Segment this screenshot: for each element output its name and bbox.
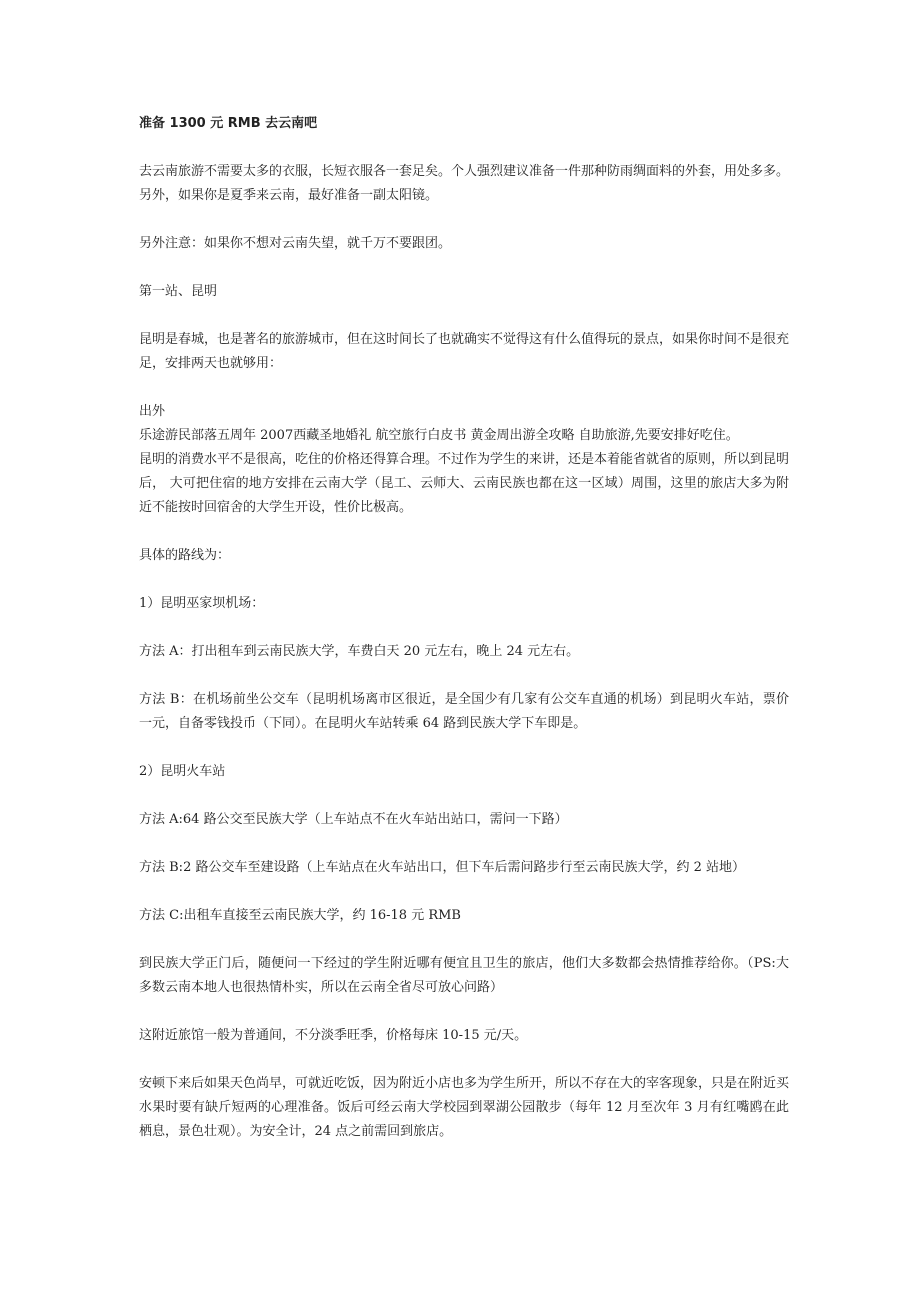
paragraph-evening: 安顿下来后如果天色尚早，可就近吃饭，因为附近小店也多为学生所开，所以不存在大的宰客现象，只是在附近买水果时要有缺斤短两的心理准备。饭后可经云南大学校园到翠湖公园散步（每年 12 月至次年 3 月有红嘴鸥在此栖息，景色壮观）。为安全计，24 点之前需回到旅店。 [139,1076,790,1139]
section1-method-b: 方法 B：在机场前坐公交车（昆明机场离市区很近，是全国少有几家有公交车直通的机场）到昆明火车站，票价一元，自备零钱投币（下同）。在昆明火车站转乘 64 路到民族大学下车即是。 [139,692,789,731]
document-body [139,112,789,1168]
section2-heading: 2）昆明火车站 [139,764,226,779]
paragraph-kunming-intro: 昆明是春城，也是著名的旅游城市，但在这时间长了也就确实不觉得这有什么值得玩的景点，如果你时间不是很充足，安排两天也就够用： [139,332,790,371]
paragraph-lodging [139,400,789,520]
paragraph-first-stop: 第一站、昆明 [139,284,218,299]
section2-method-c: 方法 C:出租车直接至云南民族大学，约 16-18 元 RMB [139,908,461,923]
paragraph-clothing: 去云南旅游不需要太多的衣服，长短衣服各一套足矣。个人强烈建议准备一件那种防雨绸面料的外套，用处多多。另外，如果你是夏季来云南，最好准备一副太阳镜。 [139,164,790,203]
lodging-line-2: 乐途游民部落五周年 2007西藏圣地婚礼 航空旅行白皮书 黄金周出游全攻略 自助旅游,先要安排好吃住。 [139,428,739,443]
lodging-line-3: 昆明的消费水平不是很高，吃住的价格还得算合理。不过作为学生的来讲，还是本着能省就省的原则，所以到昆明后， 大可把住宿的地方安排在云南大学（昆工、云师大、云南民族也都在这一区域）周围，这里的旅店大多为附近不能按时回宿舍的大学生开设，性价比极高。 [139,452,790,515]
section2-method-b: 方法 B:2 路公交车至建设路（上车站点在火车站出口，但下车后需问路步行至云南民族大学，约 2 站地） [139,860,746,875]
section1-heading: 1）昆明巫家坝机场： [139,596,265,611]
paragraph-arrival: 到民族大学正门后，随便问一下经过的学生附近哪有便宜且卫生的旅店，他们大多数都会热情推荐给你。（PS:大多数云南本地人也很热情朴实，所以在云南全省尽可放心问路） [139,956,789,995]
paragraph-route-intro: 具体的路线为： [139,548,231,563]
paragraph-warning: 另外注意：如果你不想对云南失望，就千万不要跟团。 [139,236,452,251]
section1-method-a: 方法 A：打出租车到云南民族大学，车费白天 20 元左右，晚上 24 元左右。 [139,644,580,659]
lodging-line-1: 出外 [139,404,166,419]
section2-method-a: 方法 A:64 路公交至民族大学（上车站点不在火车站出站口，需问一下路） [139,812,568,827]
paragraph-price: 这附近旅馆一般为普通间，不分淡季旺季，价格每床 10-15 元/天。 [139,1028,528,1043]
document-title: 准备 1300 元 RMB 去云南吧 [139,116,318,131]
